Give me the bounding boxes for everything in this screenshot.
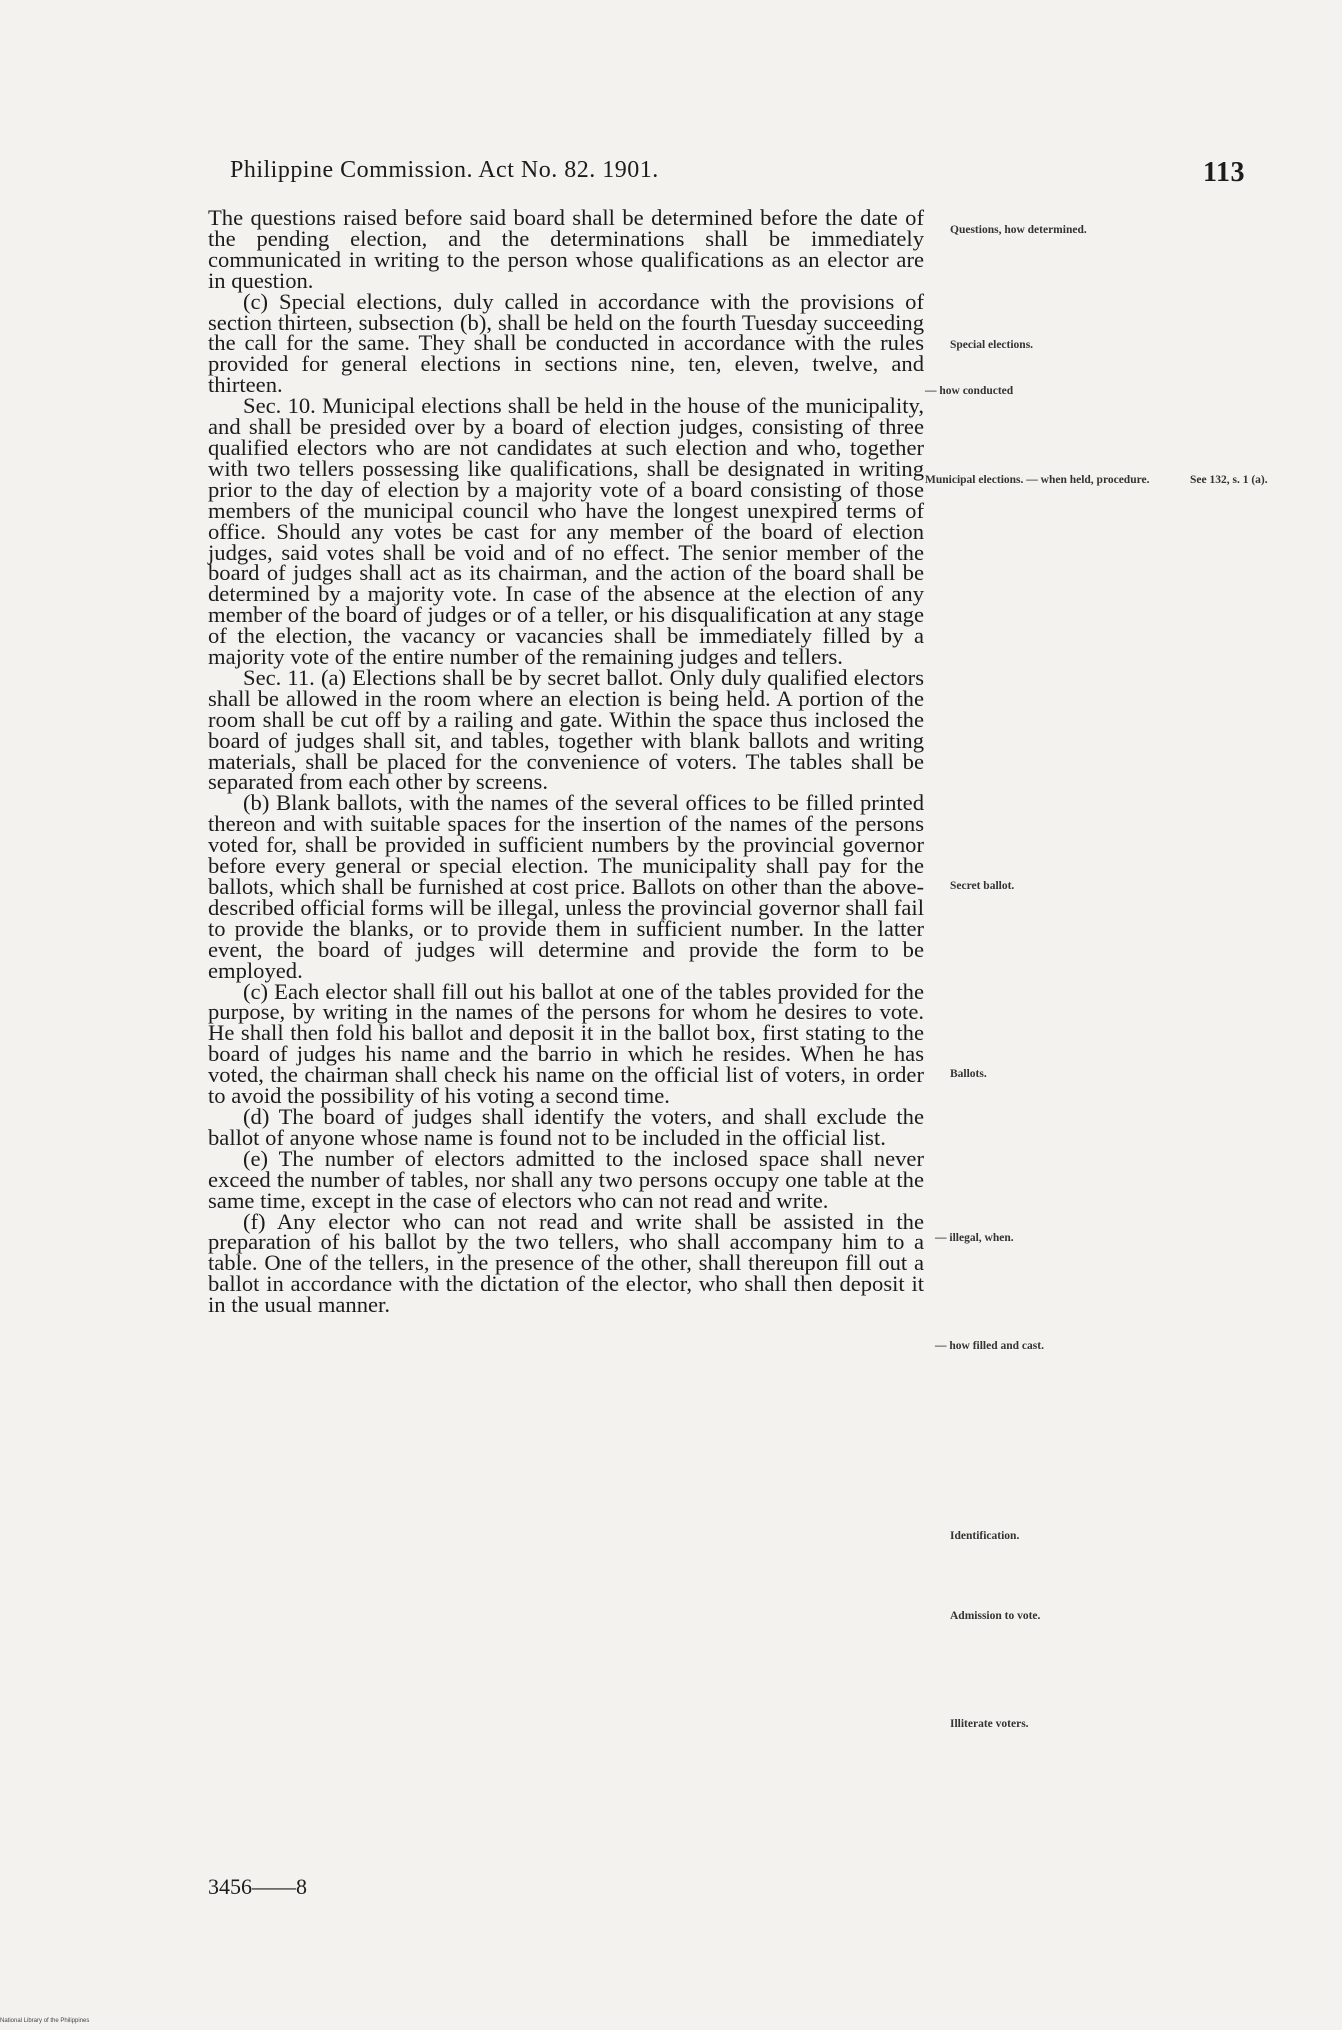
running-header — [230, 157, 1245, 197]
body-text — [208, 205, 924, 1318]
paragraph: (b) Blank ballots, with the names of the several offices to be filled printed thereon and with suitable spaces for the insertion of the names of the persons voted for, shall be provided in sufficient numbers by the provincial governor before every general or special election. The municipality shall pay for the ballots, which shall be furnished at cost price. Ballots on other than the above-described official forms will be illegal, unless the provincial governor shall fail to provide the blanks, or to provide them in sufficient number. In the latter event, the board of judges will determine and provide the form to be employed. — [208, 790, 924, 983]
paragraph: (c) Each elector shall fill out his ballot at one of the tables provided for the purpose, by writing in the names of the persons for whom he desires to vote. He shall then fold his ballot and deposit it in the ballot box, first stating to the board of judges his name and the barrio in which he resides. When he has voted, the chairman shall check his name on the official list of voters, in order to avoid the possibility of his voting a second time. — [208, 978, 924, 1109]
margin-note: Ballots. — [950, 1068, 987, 1080]
scan-footer: National Library of the Philippines — [0, 2018, 90, 2024]
margin-note: Illiterate voters. — [950, 1718, 1029, 1730]
running-title: Philippine Commission. Act No. 82. 1901. — [230, 157, 659, 183]
paragraph: (d) The board of judges shall identify the voters, and shall exclude the ballot of anyone whose name is found not to be included in the official list. — [208, 1103, 924, 1150]
margin-note: Municipal elections. — when held, procedure. — [925, 474, 1150, 486]
paragraph: Sec. 11. (a) Elections shall be by secret ballot. Only duly qualified electors shall be allowed in the room where an election is being held. A portion of the room shall be cut off by a railing and gate. Within the space thus inclosed the board of judges shall sit, and tables, together with blank ballots and writing materials, shall be placed for the convenience of voters. The tables shall be separated from each other by screens. — [208, 664, 924, 795]
paragraph: (c) Special elections, duly called in accordance with the provisions of section thirteen, subsection (b), shall be held on the fourth Tuesday succeeding the call for the same. They shall be conducted in accordance with the rules provided for general elections in sections nine, ten, eleven, twelve, and thirteen. — [208, 288, 924, 398]
margin-note: Special elections. — [950, 339, 1034, 351]
paragraph: The questions raised before said board shall be determined before the date of the pending election, and the determinations shall be immediately communicated in writing to the person whose qualifications as an elector are in question. — [208, 205, 924, 293]
margin-note: Questions, how determined. — [950, 224, 1087, 236]
paragraph: (f) Any elector who can not read and write shall be assisted in the preparation of his ballot by the two tellers, who shall accompany him to a table. One of the tellers, in the presence of the other, shall thereupon fill out a ballot in accordance with the dictation of the elector, who shall then deposit it in the usual manner. — [208, 1208, 924, 1318]
signature-mark: 3456——8 — [208, 1874, 307, 1899]
margin-note: Secret ballot. — [950, 880, 1015, 892]
margin-note: Identification. — [950, 1530, 1020, 1542]
paragraph: (e) The number of electors admitted to the inclosed space shall never exceed the number of tables, nor shall any two persons occupy one table at the same time, except in the case of electors who can not read and write. — [208, 1145, 924, 1213]
margin-note: — how filled and cast. — [935, 1340, 1044, 1352]
margin-note: — how conducted — [925, 385, 1014, 397]
page-number: 113 — [1203, 157, 1245, 188]
see-reference-note: See 132, s. 1 (a). — [1190, 474, 1268, 486]
margin-note: Admission to vote. — [950, 1610, 1041, 1622]
paragraph: Sec. 10. Municipal elections shall be held in the house of the municipality, and shall be presided over by a board of election judges, consisting of three qualified electors who are not candidates at such election and who, together with two tellers possessing like qualifications, shall be designated in writing prior to the day of election by a majority vote of a board consisting of those members of the municipal council who have the longest unexpired terms of office. Should any votes be cast for any member of the board of election judges, said votes shall be void and of no effect. The senior member of the board of judges shall act as its chairman, and the action of the board shall be determined by a majority vote. In case of the absence at the election of any member of the board of judges or of a teller, or his disqualification at any stage of the election, the vacancy or vacancies shall be immediately filled by a majority vote of the entire number of the remaining judges and tellers. — [208, 393, 924, 670]
margin-note: — illegal, when. — [935, 1232, 1014, 1244]
